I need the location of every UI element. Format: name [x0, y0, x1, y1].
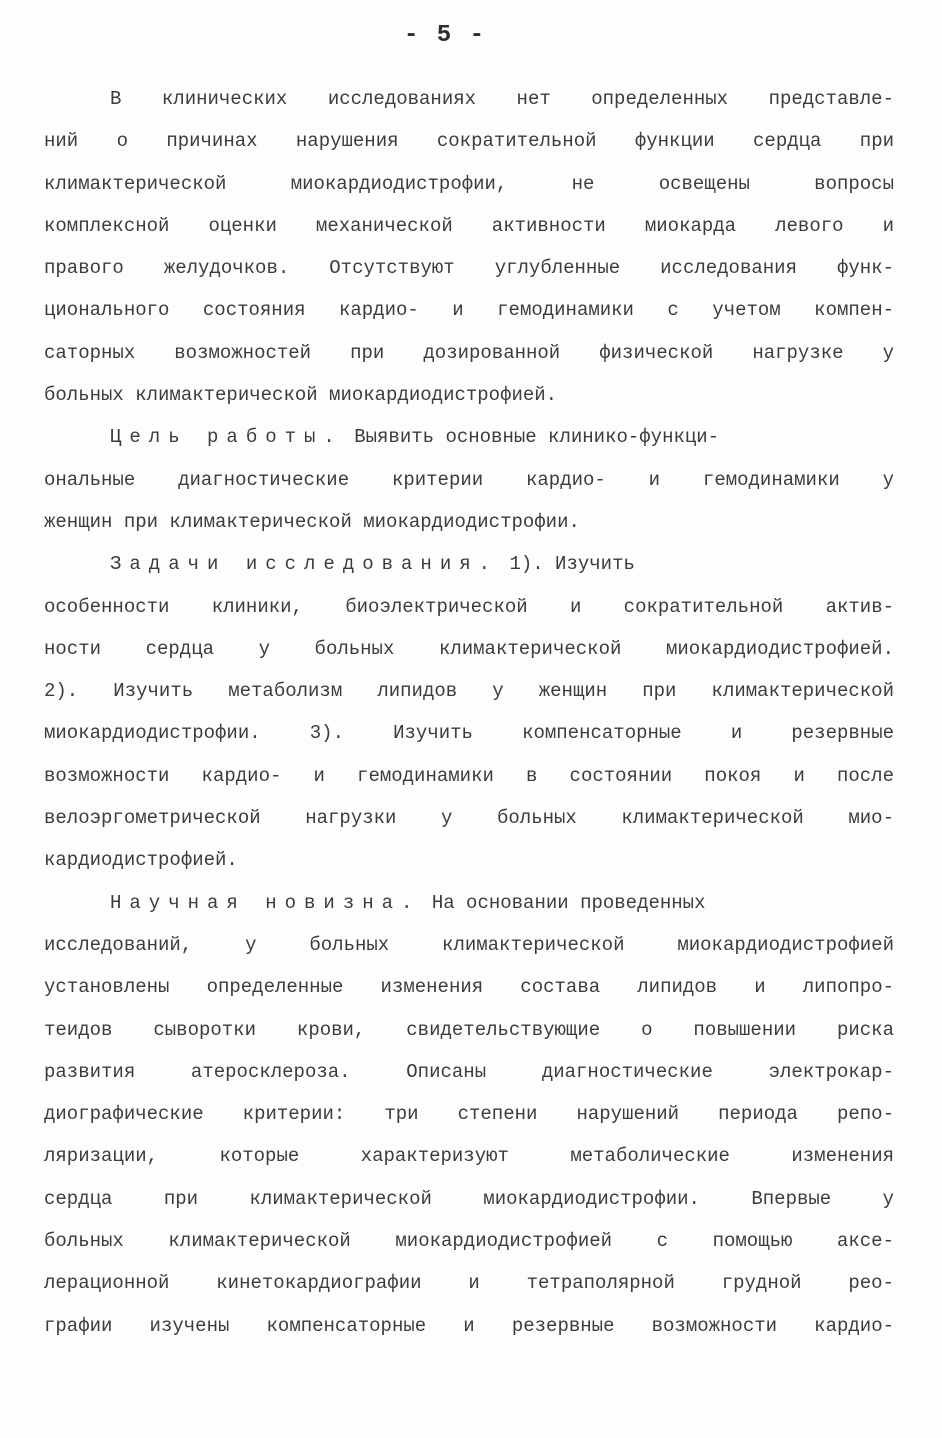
text-line: 2). Изучить метаболизм липидов у женщин при климактерической	[44, 680, 894, 703]
text-line: ционального состояния кардио- и гемодинамики с учетом компен-	[44, 299, 894, 322]
document-body	[44, 78, 894, 1347]
text-line: особенности клиники, биоэлектрической и сократительной актив-	[44, 595, 894, 618]
text-line: В клинических исследованиях нет определенных представле-	[110, 88, 894, 110]
text-fragment: Выявить основные клинико-функци-	[342, 426, 720, 449]
text-line: графии изучены компенсаторные и резервные возможности кардио-	[44, 1314, 894, 1337]
text-line: саторных возможностей при дозированной физической нагрузке у	[44, 341, 894, 364]
text-line: женщин при климактерической миокардиодистрофии.	[44, 510, 580, 533]
section-heading-line	[44, 882, 894, 924]
section-heading-tasks: Задачи исследования.	[110, 553, 499, 576]
text-line: диографические критерии: три степени нарушений периода репо-	[44, 1103, 894, 1126]
text-line: правого желудочков. Отсутствуют углубленные исследования функ-	[44, 257, 894, 280]
page-number: - 5 -	[403, 22, 486, 49]
text-line: возможности кардио- и гемодинамики в состоянии покоя и после	[44, 764, 894, 787]
text-line: велоэргометрической нагрузки у больных климактерической мио-	[44, 807, 894, 830]
text-line: установлены определенные изменения состава липидов и липопро-	[44, 976, 894, 999]
text-line: кардиодистрофией.	[44, 849, 238, 872]
section-heading-line	[44, 543, 894, 585]
text-line: лерационной кинетокардиографии и тетраполярной грудной рео-	[44, 1272, 894, 1295]
text-line: ональные диагностические критерии кардио- и гемодинамики у	[44, 468, 894, 491]
text-line: миокардиодистрофии. 3). Изучить компенсаторные и резервные	[44, 722, 894, 745]
text-line: ности сердца у больных климактерической миокардиодистрофией.	[44, 637, 894, 660]
text-line: ний о причинах нарушения сократительной функции сердца при	[44, 130, 894, 153]
section-heading-novelty: Научная новизна.	[110, 891, 421, 914]
text-fragment: На основании проведенных	[420, 891, 706, 914]
text-line: исследований, у больных климактерической миокардиодистрофией	[44, 933, 894, 956]
text-line: сердца при климактерической миокардиодистрофии. Впервые у	[44, 1187, 894, 1210]
text-line: больных климактерической миокардиодистрофией.	[44, 384, 558, 407]
text-line: теидов сыворотки крови, свидетельствующие о повышении риска	[44, 1018, 894, 1041]
section-heading-goal: Цель работы.	[110, 426, 343, 449]
text-line: климактерической миокардиодистрофии, не освещены вопросы	[44, 172, 894, 195]
section-heading-line	[44, 416, 894, 458]
text-line: больных климактерической миокардиодистрофией с помощью аксе-	[44, 1230, 894, 1253]
text-line: развития атеросклероза. Описаны диагностические электрокар-	[44, 1060, 894, 1083]
text-fragment: 1). Изучить	[498, 553, 635, 576]
text-line: комплексной оценки механической активности миокарда левого и	[44, 214, 894, 237]
text-line: ляризации, которые характеризуют метаболические изменения	[44, 1145, 894, 1168]
